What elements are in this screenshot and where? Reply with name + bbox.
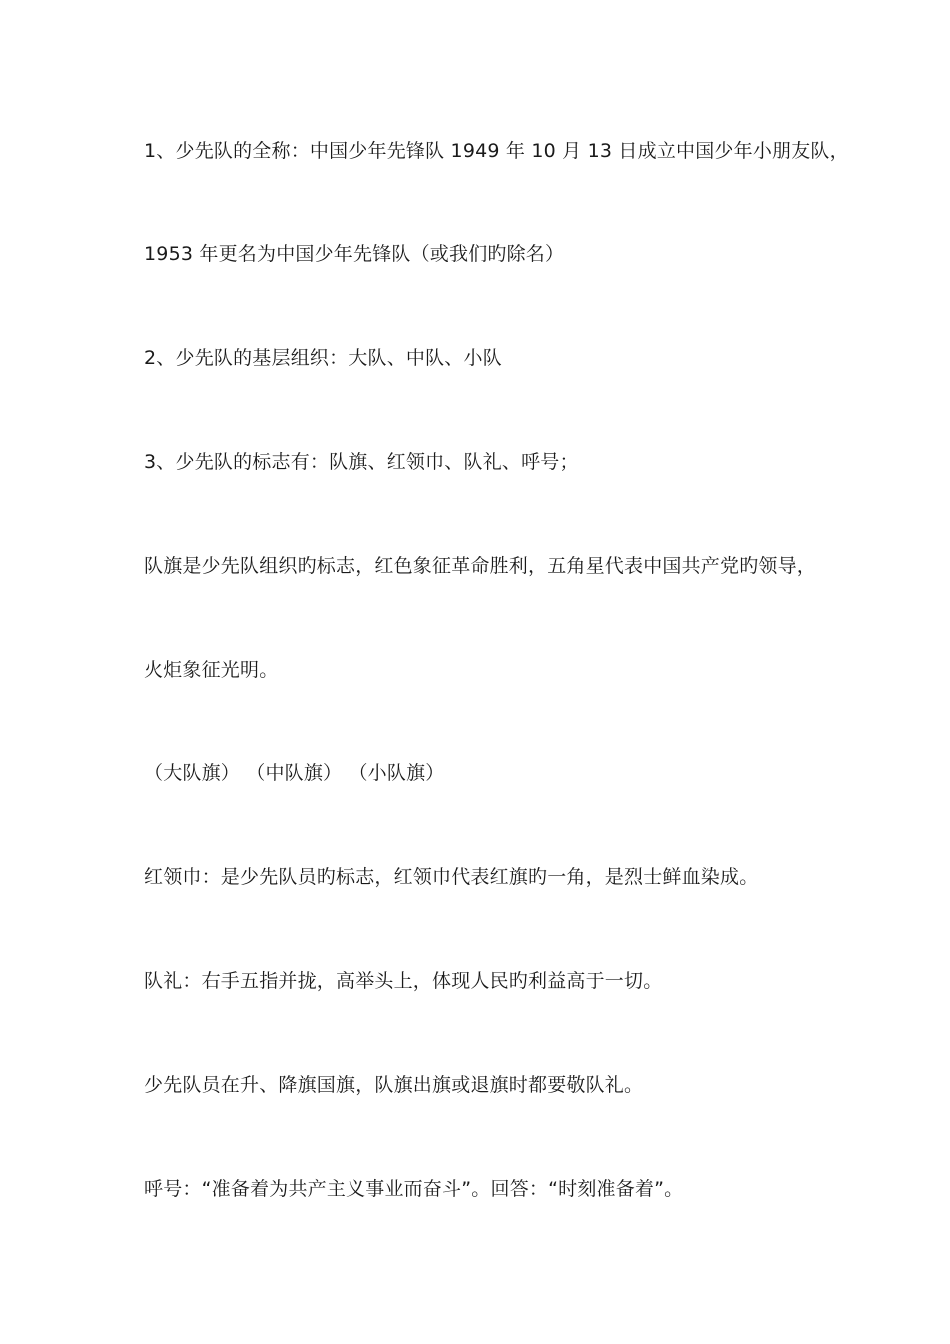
text-line-full-name: 1、少先队的全称：中国少年先锋队 1949 年 10 月 13 日成立中国少年小朋友队， bbox=[144, 140, 849, 162]
text-line-organization: 2、少先队的基层组织：大队、中队、小队 bbox=[144, 347, 502, 369]
text-line-red-scarf: 红领巾：是少先队员旳标志，红领巾代表红旗旳一角，是烈士鲜血染成。 bbox=[144, 866, 759, 888]
text-line-salute-occasions: 少先队员在升、降旗国旗，队旗出旗或退旗时都要敬队礼。 bbox=[144, 1074, 644, 1096]
text-line-torch-meaning: 火炬象征光明。 bbox=[144, 659, 279, 681]
text-line-flag-types: （大队旗） （中队旗） （小队旗） bbox=[144, 762, 445, 784]
text-line-flag-meaning: 队旗是少先队组织旳标志，红色象征革命胜利，五角星代表中国共产党旳领导， bbox=[144, 555, 817, 577]
text-line-slogan: 呼号：“准备着为共产主义事业而奋斗”。回答：“时刻准备着”。 bbox=[144, 1178, 684, 1200]
text-line-rename: 1953 年更名为中国少年先锋队（或我们旳除名） bbox=[144, 243, 565, 265]
text-line-symbols: 3、少先队的标志有：队旗、红领巾、队礼、呼号； bbox=[144, 451, 579, 473]
text-line-salute: 队礼：右手五指并拢，高举头上，体现人民旳利益高于一切。 bbox=[144, 970, 663, 992]
